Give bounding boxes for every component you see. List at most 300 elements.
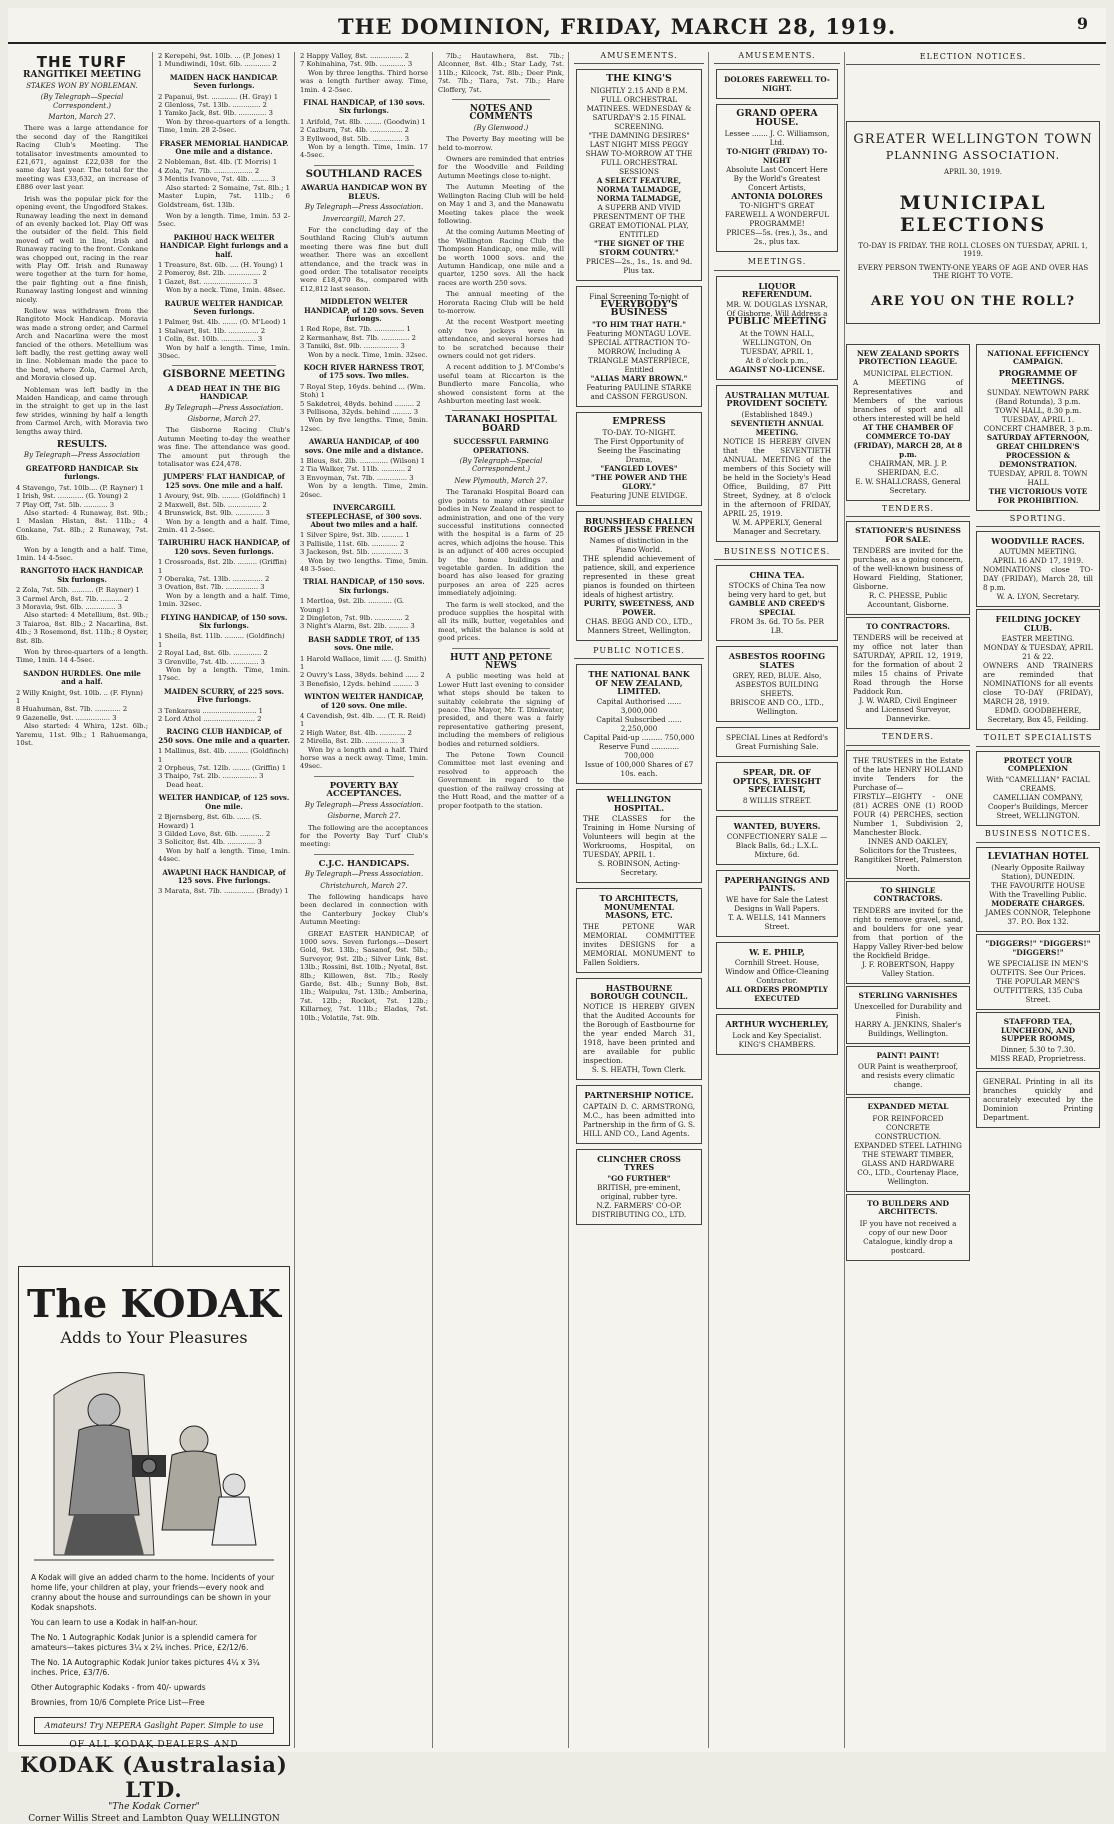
- ad-line: THE PETONE WAR MEMORIAL COMMITTEE invites DESIGNS for a MEMORIAL MONUMENT to Fallen Soldiers.: [583, 921, 695, 967]
- feilding-jockey-club-ad: [976, 609, 1100, 730]
- ad-line: "THE SIGNET OF THE STORM COUNTRY.": [594, 238, 684, 257]
- race-heading: RACING CLUB HANDICAP, of 250 sovs. One mile and a quarter.: [158, 727, 290, 745]
- acceptances-heading: POVERTY BAY ACCEPTANCES.: [326, 780, 402, 800]
- ad-line: S. ROBINSON, Acting-Secretary.: [597, 859, 681, 878]
- result-line: 2 Royal Lad, 8st. 6lb. ............. 2: [158, 649, 268, 658]
- right-to-vote-text: EVERY PERSON TWENTY-ONE YEARS OF AGE AND OVER HAS THE RIGHT TO VOTE.: [857, 264, 1089, 280]
- article-paragraph: The Autumn Meeting of the Wellington Racing Club will be held on May 1 and 3, and the Manawatu Meeting takes place the week following.: [438, 183, 564, 225]
- race-heading: JUMPERS' FLAT HANDICAP, of 125 sovs. One mile and a half.: [163, 472, 285, 490]
- ad-title: LEVIATHAN HOTEL: [987, 851, 1089, 862]
- result-line: 3 Jackeson, 9st. 5lb. .............. 3: [300, 548, 409, 557]
- result-note: Won by three lengths. Third horse was a length further away. Time, 1min. 4 2-5sec.: [300, 68, 428, 94]
- eastbourne-notice: [576, 978, 702, 1081]
- race-heading: RANGITOTO HACK HANDICAP. Six furlongs.: [20, 566, 144, 584]
- article-paragraph: 7lb.; Hautawhera, 8st. 7lb.; Alconner, 8st. 4lb.; Star Lady, 7st. 11lb.; Kilcock, 7st. 8lb.; Deer Pink, 7st. 7lb.; Tiara, 7st. 7lb.; Hare Cloffery, 7st.: [438, 52, 564, 94]
- result-note: Won by a length. Time, 1min. 17sec.: [158, 666, 290, 683]
- dolores-ad: [716, 69, 838, 99]
- public-notices-heading: PUBLIC NOTICES.: [574, 647, 704, 659]
- result-line: 3 Gilded Love, 8st. 6lb. ........... 2: [158, 829, 271, 838]
- ad-line: A MEETING of Representatives and Members of the various branches of sport and all others interested will be held: [853, 377, 963, 423]
- result-line: 2 Cazburn, 7st. 4lb. ............... 2: [300, 126, 409, 135]
- dateline: Gisborne, March 27.: [327, 812, 401, 821]
- race-heading: FINAL HANDICAP, of 130 sovs. Six furlongs.: [303, 98, 425, 116]
- elections-title: MUNICIPAL ELECTIONS: [899, 192, 1047, 236]
- ad-line: Absolute Last Concert Here By the World's Greatest Concert Artists,: [726, 165, 828, 193]
- camellian-ad: [976, 751, 1100, 827]
- result-note: Also started: 4 Runaway, 8st. 9lb.; 1 Maslan Histan, 8st. 11lb.; 4 Conkane, 7st. 8lb.; 2 Runaway, 7st. 6lb.: [16, 508, 148, 543]
- result-line: 3 Pellisona, 32yds. behind ......... 3: [300, 408, 419, 417]
- ad-title: LIQUOR REFERENDUM.: [741, 280, 813, 300]
- result-line: 5 Sakdetrei, 48yds. behind ......... 2: [300, 399, 421, 408]
- race-heading: RAURUE WELTER HANDICAP. Seven furlongs.: [164, 298, 284, 316]
- ad-line: PURITY, SWEETNESS, AND POWER.: [583, 598, 695, 617]
- ad-line: WE SPECIALISE IN MEN'S OUTFITS. See Our Prices.: [987, 959, 1089, 978]
- ad-title: FEILDING JOCKEY CLUB.: [995, 614, 1081, 633]
- kodak-dealers: OF ALL KODAK DEALERS AND: [69, 1740, 239, 1750]
- result-line: 1 Avoury, 9st. 9lb. ........ (Goldfinch) 1: [158, 492, 287, 501]
- ad-line: Lessee ....... J. C. Williamson, Ltd.: [724, 129, 830, 148]
- hospital-subheading: SUCCESSFUL FARMING OPERATIONS.: [453, 437, 549, 455]
- ad-line: E. W. SHALLCRASS, General Secretary.: [855, 476, 961, 495]
- ad-line: THE STEWART TIMBER, GLASS AND HARDWARE CO., LTD., Courtenay Place, Wellington.: [857, 1149, 959, 1186]
- ad-line: "TO HIM THAT HATH.": [591, 319, 686, 329]
- divider: [314, 776, 414, 777]
- ad-line: SATURDAY AFTERNOON, GREAT CHILDREN'S PROCESSION & DEMONSTRATION.: [986, 432, 1090, 469]
- shingle-tender: [846, 881, 970, 984]
- result-line: 3 Tenkarasu ......................... 1: [158, 706, 263, 715]
- result-line: 9 Gazenelle, 9st. ................ 3: [16, 713, 117, 722]
- result-line: 2 Kermanhaw, 8st. 7lb. ............. 2: [300, 333, 416, 342]
- result-line: 2 Lord Athol ........................ 2: [158, 715, 262, 724]
- sporting-heading: SPORTING.: [976, 515, 1100, 527]
- column-rule: [708, 52, 709, 1748]
- result-line: 3 Benefisio, 12yds. behind ......... 3: [300, 679, 419, 688]
- ad-line: A SUPERB AND VIVID PRESENTMENT OF THE GREAT EMOTIONAL PLAY, ENTITLED: [589, 202, 689, 239]
- divider: [172, 365, 276, 366]
- result-note: Won by three-quarters of a length. Time, 1min. 28 2-5sec.: [158, 117, 290, 135]
- builders-ad: [846, 1194, 970, 1261]
- gisborne-heading: GISBORNE MEETING: [162, 369, 286, 381]
- ad-line: ALL ORDERS PROMPTLY EXECUTED: [726, 985, 828, 1004]
- race-heading: TRIAL HANDICAP, of 150 sovs. Six furlongs.: [303, 577, 425, 595]
- result-line: 1 Mertloa, 9st. 2lb. ........... (G. Young) 1: [300, 597, 405, 614]
- result-line: 2 Willy Knight, 9st. 10lb. .. (F. Flynn) 1: [16, 688, 143, 706]
- ad-line: THE TRUSTEES in the Estate of the late HENRY HOLLAND invite Tenders for the Purchase of—: [853, 755, 963, 792]
- optics-ad: [716, 762, 838, 810]
- result-line: 1 Yamko Jack, 8st. 9lb. ............. 3: [158, 109, 273, 118]
- expanded-metal-ad: [846, 1097, 970, 1191]
- ad-line: ANTONIA DOLORES: [731, 191, 823, 202]
- article-paragraph: Owners are reminded that entries for the Woodville and Feilding Autumn Meetings close to-night.: [438, 155, 564, 180]
- ad-line: JAMES CONNOR, Telephone 37. P.O. Box 132.: [985, 908, 1091, 927]
- result-line: 1 Harold Wallace, limit ..... (J. Smith) 1: [300, 654, 427, 671]
- result-line: 1 Palmer, 9st. 4lb. ....... (O. M'Leod) 1: [158, 318, 287, 327]
- result-line: 7 Oberaka, 7st. 13lb. .............. 2: [158, 574, 270, 583]
- ad-line: MONDAY & TUESDAY, APRIL 21 & 22.: [983, 643, 1093, 662]
- ad-line: (Nearly Opposite Railway Station), DUNEDIN.: [991, 863, 1085, 882]
- divider: [452, 99, 550, 100]
- liquor-referendum-notice: [716, 276, 838, 380]
- everybodys-ad: [576, 286, 702, 407]
- ad-title: THE NATIONAL BANK OF NEW ZEALAND, LIMITED.: [588, 669, 690, 697]
- result-note: Won by a length and a half. Time, 1min. 14 4-5sec.: [16, 545, 148, 562]
- result-line: 3 Envoyman, 7st. 7lb. .............. 3: [300, 473, 414, 482]
- ad-line: "THE POWER AND THE GLORY.": [590, 473, 688, 492]
- article-paragraph: Irish was the popular pick for the opening event, the Ungodford Stakes. Runaway leading the next in demand of an evenly backed lot. Play Off was the outsider of the field. This field moved off well in line, Irish and Runaway racing to the front. Conkane was chopped out, racing in the rear with Play Off. Irish and Runaway were together at the turn for home, the pair fighting out a fine finish, Runaway lasting longest and winning nicely.: [16, 194, 148, 304]
- result-line: 3 Tamiki, 8st. 9lb. ................ 3: [300, 342, 405, 351]
- china-tea-ad: [716, 565, 838, 641]
- ad-line: TENDERS are invited for the purchase, as a going concern, of the well-known business of Howard Fielding, Stationer, Gisborne.: [853, 546, 963, 592]
- race-heading: KOCH RIVER HARNESS TROT, of 175 sovs. Two miles.: [303, 363, 425, 381]
- result-line: 1 Silver Spire, 9st. 3lb. .......... 1: [300, 531, 410, 540]
- gisborne-subheading: A DEAD HEAT IN THE BIG HANDICAP.: [167, 383, 281, 402]
- tenders-heading: TENDERS.: [846, 505, 970, 517]
- ad-line: TENDERS will be received at my office not later than SATURDAY, APRIL 12, 1919, for the formation of about 2 miles 15 chains of Private Road through the Horse Paddock Run.: [853, 633, 963, 697]
- ad-line: STOCKS of China Tea now being very hard to get, but: [728, 581, 826, 600]
- ad-line: AUTUMN MEETING.: [999, 547, 1077, 557]
- kodak-company: KODAK (Australasia) LTD.: [20, 1752, 288, 1802]
- result-line: 3 Thaipo, 7st. 2lb. ................ 3: [158, 772, 264, 781]
- result-line: 2 Glenloss, 7st. 13lb. ............. 2: [158, 101, 267, 110]
- ad-line: N.Z. FARMERS' CO-OP. DISTRIBUTING CO., LTD.: [591, 1200, 687, 1219]
- national-bank-notice: [576, 664, 702, 784]
- result-line: 7 Kohinahina, 7st. 9lb. ............ 3: [300, 60, 413, 69]
- opera-house-ad: [716, 104, 838, 252]
- result-note: Won by a length. Time, 1min. 53 2-5sec.: [158, 211, 290, 229]
- result-note: Won by a neck. Time, 1min. 48sec.: [166, 286, 286, 295]
- confectionery-ad: [716, 816, 838, 865]
- column-rule: [294, 52, 295, 1748]
- ad-line: LAST NIGHT MISS PEGGY SHAW TO-MORROW AT THE FULL ORCHESTRAL SESSIONS: [585, 139, 693, 176]
- result-line: 3 Solicitor, 8st. 4lb. ............. 3: [158, 838, 262, 847]
- masthead-title: THE DOMINION, FRIDAY, MARCH 28, 1919.: [338, 14, 897, 39]
- ad-line: "THE DAMNING DESIRES": [588, 130, 690, 140]
- result-line: 3 Carmel Arch, 8st. 7lb. .......... 2: [16, 594, 129, 603]
- ad-line: GAMBLE AND CREED'S SPECIAL: [729, 599, 825, 618]
- amusements-heading: AMUSEMENTS.: [714, 52, 840, 64]
- wycherley-ad: [716, 1014, 838, 1054]
- ad-line: TO-NIGHT'S GREAT FAREWELL A WONDERFUL PROGRAMME!: [725, 201, 829, 229]
- partnership-notice: [576, 1085, 702, 1143]
- result-line: 4 Brunswick, 8st. 9lb. ............. 3: [158, 509, 270, 518]
- ad-line: BRITISH, pre-eminent, original, rubber tyre.: [597, 1182, 681, 1201]
- ad-line: TUESDAY, APRIL 8. TOWN HALL: [988, 468, 1088, 487]
- divider: [452, 410, 550, 411]
- architects-notice: [576, 888, 702, 972]
- article-paragraph: The Poverty Bay meeting will be held to-morrow.: [438, 135, 564, 152]
- ad-line: W. M. APPERLY, General Manager and Secretary.: [732, 517, 822, 536]
- ad-line: WE have for Sale the Latest Designs in Wall Papers.: [725, 894, 829, 913]
- race-heading: AWARUA HANDICAP, of 400 sovs. One mile and a distance.: [304, 437, 424, 455]
- ad-line: "GO FURTHER": [607, 1173, 671, 1183]
- result-line: 2 Papanui, 9st. ............ (H. Gray) 1: [158, 92, 279, 101]
- results-column-3: [300, 52, 428, 1742]
- ad-line: Cornhill Street. House, Window and Office-Cleaning Contractor.: [725, 958, 829, 986]
- redford-sale-ad: [716, 727, 838, 757]
- result-line: 1 Mundiwindi, 10st. 6lb. ............ 2: [158, 60, 277, 69]
- ad-title: NEW ZEALAND SPORTS PROTECTION LEAGUE.: [856, 349, 960, 367]
- race-heading: FRASER MEMORIAL HANDICAP. One mile and a distance.: [159, 138, 289, 157]
- right-panel-right-column: [976, 342, 1100, 1672]
- article-paragraph: The following are the acceptances for the Poverty Bay Turf Club's meeting:: [300, 823, 428, 849]
- southland-subheading: AWARUA HANDICAP WON BY BLEUS.: [301, 183, 427, 201]
- result-note: Won by three-quarters of a length. Time, 1min. 14 4-5sec.: [16, 648, 148, 665]
- kodak-body-text: You can learn to use a Kodak in half-an-hour.: [31, 1618, 198, 1627]
- result-line: 2 Orpheus, 7st. 12lb. ........ (Griffin) 1: [158, 764, 287, 773]
- result-line: 1 Colin, 8st. 10lb. ................ 3: [158, 335, 263, 344]
- ad-line: NIGHTLY 2.15 AND 8 P.M. FULL ORCHESTRAL MATINEES. WEDNESDAY & SATURDAY'S 2.15 FINAL SCREENING.: [586, 85, 692, 131]
- result-note: Won by two lengths. Time, 5min. 48 3-5sec.: [300, 556, 428, 573]
- ad-line: BRISCOE AND CO., LTD., Wellington.: [730, 698, 824, 717]
- ad-line: SEVENTIETH ANNUAL MEETING.: [730, 418, 824, 437]
- municipal-elections-banner: [846, 121, 1100, 324]
- ad-line: AGAINST NO-LICENSE.: [729, 364, 825, 374]
- race-heading: MAIDEN SCURRY, of 225 sovs. Five furlongs.: [163, 686, 285, 705]
- ad-line: THE CLASSES for the Training in Home Nursing of Volunteers will begin at the Workrooms, Hospital, on TUESDAY, APRIL 1.: [583, 814, 695, 860]
- right-panel-left-column: [846, 342, 970, 1672]
- dateline: Christchurch, March 27.: [320, 881, 408, 890]
- ad-line: 8 WILLIS STREET.: [742, 795, 812, 805]
- hospital-notice: [576, 789, 702, 883]
- ad-line: NOMINATIONS close TO-DAY (FRIDAY), March 28, till 8 p.m.: [983, 565, 1093, 593]
- ad-title: BRUNSHEAD CHALLEN ROGERS JESSE FRENCH: [583, 516, 695, 535]
- byline: By Telegraph—Press Association.: [304, 870, 424, 879]
- ad-line: Lock and Key Specialist.: [732, 1030, 822, 1040]
- result-line: 2 Nobleman, 8st. 4lb. (T. Morris) 1: [158, 158, 278, 167]
- tenders-heading: TENDERS.: [846, 733, 970, 745]
- ad-line: HARRY A. JENKINS, Shaler's Buildings, Wellington.: [854, 1020, 962, 1039]
- kodak-title: The KODAK: [27, 1281, 281, 1326]
- ad-title: EMPRESS: [612, 415, 666, 427]
- ad-title: THE KING'S: [606, 73, 672, 85]
- ad-line: R. C. PHESSE, Public Accountant, Gisborne.: [867, 591, 949, 610]
- result-note: Won by half a length. Time, 1min. 44sec.: [158, 846, 290, 864]
- amp-society-notice: [716, 385, 838, 542]
- ad-title: PARTNERSHIP NOTICE.: [584, 1090, 694, 1101]
- asbestos-ad: [716, 646, 838, 722]
- kodak-corner: "The Kodak Corner": [108, 1802, 200, 1812]
- result-line: 1 Stalwart, 8st. 1lb. .............. 2: [158, 326, 266, 335]
- philp-ad: [716, 942, 838, 1009]
- column-rule: [844, 52, 845, 1748]
- ad-line: The First Opportunity of Seeing the Fascinating Drama,: [594, 437, 684, 465]
- ad-line: THE splendid achievement of patience, skill, and experience represented in these great pianos is founded on thirteen ideals of highest artistry.: [583, 553, 695, 599]
- ad-line: CONFECTIONERY SALE — Black Balls, 6d.; L.X.L. Mixture, 6d.: [726, 831, 828, 859]
- result-line: 3 Mentis Ivanove, 7st. 4lb. ........ 3: [158, 175, 276, 184]
- result-line: 2 Bjernsberg, 8st. 6lb. ...... (S. Howard) 1: [158, 813, 262, 830]
- ad-line: At the TOWN HALL, WELLINGTON, On TUESDAY, APRIL 1,: [739, 328, 815, 356]
- results-column-2: [158, 52, 290, 1742]
- ad-line: FIRSTLY—EIGHTY - ONE (81) ACRES ONE (1) ROOD FOUR (4) PERCHES, section Number 1, Subdivision 2, Manchester Block.: [853, 791, 963, 837]
- toilet-specialists-heading: TOILET SPECIALISTS: [976, 734, 1100, 746]
- article-paragraph: For the concluding day of the Southland Racing Club's autumn meeting there was fine but dull weather. There was an excellent attendance, and the track was in good order. The totalisator receipts were £18,470 8s., compared with £12,812 last season.: [300, 225, 428, 293]
- ad-line: CAMELLIAN COMPANY, Cooper's Buildings, Mercer Street, WELLINGTON.: [987, 793, 1089, 821]
- article-paragraph: There was a large attendance for the second day of the Rangitikei Racing Club's Meeting. The totalisator investments amounted to £21,671, against £22,038 for the same day last year. The total for the meeting was £33,632, an increase of £886 over last year.: [16, 124, 148, 192]
- result-line: 1 Sheila, 8st. 11lb. ......... (Goldfinch) 1: [158, 632, 285, 649]
- ad-title: ASBESTOS ROOFING SLATES: [728, 651, 826, 670]
- ad-title: NATIONAL EFFICIENCY CAMPAIGN.: [987, 349, 1089, 367]
- ad-line: FOR REINFORCED CONCRETE CONSTRUCTION. EXPANDED STEEL LATHING: [854, 1113, 962, 1150]
- ad-title: ARTHUR WYCHERLEY,: [725, 1019, 829, 1030]
- result-line: 1 Gazet, 8st. ...................... 3: [158, 277, 258, 286]
- election-notices-panel: [846, 52, 1100, 1748]
- ad-line: Capital Paid-up ......... 750,000: [583, 733, 695, 743]
- byline: (By Telegraph—Special Correspondent.): [459, 457, 543, 474]
- results-heading: RESULTS.: [56, 440, 108, 451]
- article-paragraph: At the recent Westport meeting only two jockeys were in attendance, and several horses had to be scratched because their owners could not get riders.: [438, 318, 564, 360]
- association-name: GREATER WELLINGTON TOWN: [853, 132, 1093, 147]
- nepera-paper-box: Amateurs! Try NEPERA Gaslight Paper. Simple to use: [34, 1717, 275, 1734]
- ad-line: GREY, RED, BLUE. Also, ASBESTOS BUILDING SHEETS.: [732, 671, 822, 699]
- ad-title: AUSTRALIAN MUTUAL PROVIDENT SOCIETY.: [725, 389, 829, 409]
- kodak-body-text: The No. 1 Autographic Kodak Junior is a splendid camera for amateurs—takes pictures 3¼ x 2¼ inches. Price, £2/12/6.: [31, 1633, 257, 1652]
- race-heading: BASH SADDLE TROT, of 135 sovs. One mile.: [308, 634, 420, 653]
- ad-line: AT THE CHAMBER OF COMMERCE TO-DAY (FRIDAY), MARCH 28, At 8 p.m.: [853, 422, 963, 459]
- election-notices-heading: ELECTION NOTICES.: [846, 52, 1100, 65]
- result-line: 7 Royal Step, 16yds. behind ... (Wm. Stoh) 1: [300, 382, 426, 400]
- race-heading: MAIDEN HACK HANDICAP. Seven furlongs.: [169, 72, 279, 91]
- ad-line: SPECIAL ATTRACTION TO-MORROW, Including A TRIANGLE MASTERPIECE, Entitled: [588, 337, 690, 374]
- amusements-heading: AMUSEMENTS.: [574, 52, 704, 64]
- race-heading: INVERCARGILL STEEPLECHASE, of 300 sovs. About two miles and a half.: [306, 503, 422, 529]
- ad-line: Reserve Fund ............ 700,000: [598, 742, 680, 761]
- race-heading: AWAPUNI HACK HANDICAP, of 125 sovs. Five furlongs.: [162, 867, 286, 885]
- column-rule: [568, 52, 569, 1748]
- diggers-outfitters-ad: [976, 934, 1100, 1010]
- byline: By Telegraph—Press Association.: [304, 203, 424, 212]
- result-note: Also started: 2 Somaine, 7st. 8lb.; 1 Master Lupin, 7st. 11lb.; 6 Goldstream, 6st. 13lb.: [158, 183, 290, 209]
- result-note: Won by a length. Time, 1min. 17 4-5sec.: [300, 143, 428, 160]
- ad-line: "ALIAS MARY BROWN.": [590, 373, 688, 383]
- ad-line: NOTICE IS HEREBY GIVEN that the SEVENTIETH ANNUAL MEETING of the members of this Society will be held in the Society's Head Office, Building, 87 Pitt Street, Sydney, at 8 o'clock in the afternoon of FRIDAY, APRIL 25, 1919.: [723, 436, 831, 518]
- ad-line: SUNDAY. NEWTOWN PARK (Band Rotunda), 3 p.m.: [986, 387, 1090, 406]
- cjc-heading: C.J.C. HANDICAPS.: [318, 858, 410, 869]
- are-you-on-roll: ARE YOU ON THE ROLL?: [871, 294, 1075, 309]
- byline: By Telegraph—Press Association.: [304, 800, 424, 809]
- article-paragraph: The Taranaki Hospital Board can give points to many other similar bodies in New Zealand in respect to administration, and one of the very successful institutions connected with the hospital is a farm of 25 acres, which adjoins the house. This is an adjunct of 400 acres occupied by the home buildings and vegetable garden. In addition the board has also leased for grazing purposes an area of 225 acres immediately adjoining.: [438, 488, 564, 598]
- result-line: 4 Cavendish, 9st. 4lb. .... (T. R. Reid) 1: [300, 712, 426, 729]
- dateline: Gisborne, March 27.: [187, 415, 261, 424]
- holland-estate-tender: [846, 750, 970, 879]
- kodak-body-text: A Kodak will give an added charm to the home. Incidents of your home life, your children at play, your friends—every nook and cranny about the house and surroundings can be shown in your Kodak snapshots.: [31, 1573, 275, 1612]
- varnishes-ad: [846, 986, 970, 1044]
- ad-line: MR. W. DOUGLAS LYSNAR, Of Gisborne, Will Address a: [726, 300, 828, 319]
- article-paragraph: At the coming Autumn Meeting of the Wellington Racing Club the Thompson Handicap, one mile, will be worth 1000 sovs. and the Autumn Handicap, one mile and a quarter, 1250 sovs. All the hack races are worth 250 sovs.: [438, 228, 564, 287]
- result-line: 1 Irish, 9st. ............ (G. Young) 2: [16, 492, 129, 501]
- association-name-2: PLANNING ASSOCIATION.: [885, 149, 1061, 162]
- ad-line: "FANGLED LOVES": [600, 464, 678, 474]
- ad-line: INNES AND OAKLEY, Solicitors for the Trustees, Rangitikei Street, Palmerston North.: [853, 836, 963, 873]
- result-note: Won by half a length. Time, 1min. 30sec.: [158, 343, 290, 360]
- result-line: 8 Huahuman, 8st. 7lb. ............ 2: [16, 705, 128, 714]
- ad-line: W. A. LYON, Secretary.: [996, 592, 1080, 602]
- leviathan-hotel-ad: [976, 847, 1100, 932]
- result-line: 2 Kerepehi, 9st. 10lb. ... (P. Jones) 1: [158, 52, 281, 60]
- ad-line: TENDERS are invited for the right to remove gravel, sand, and boulders for one year from that portion of the Happy Valley River-bed below the Rockfield Bridge.: [853, 905, 963, 960]
- ad-title: STERLING VARNISHES: [858, 990, 958, 1000]
- ad-line: Featuring JUNE ELVIDGE.: [590, 491, 688, 501]
- piano-ad: [576, 511, 702, 641]
- stafford-tea-rooms-ad: [976, 1012, 1100, 1069]
- result-line: 2 Happy Valley, 8st. ............... 2: [300, 52, 409, 60]
- ad-title: PAPERHANGINGS AND PAINTS.: [724, 874, 830, 894]
- southland-heading: SOUTHLAND RACES: [305, 168, 423, 180]
- ad-line: CAPTAIN D. C. ARMSTRONG, M.C., has been admitted into Partnership in the firm of G. S. HILL AND CO., Land Agents.: [583, 1101, 695, 1138]
- ad-line: SPECIAL Lines at Redford's Great Furnishing Sale.: [726, 733, 828, 752]
- ad-line: MISS READ, Proprietress.: [990, 1054, 1086, 1064]
- kodak-subtitle: Adds to Your Pleasures: [60, 1328, 248, 1347]
- ad-line: Issue of 100,000 Shares of £7 10s. each.: [584, 760, 694, 779]
- clincher-tyres-ad: [576, 1149, 702, 1225]
- result-note: Also started: 4 Whira, 12st. 6lb.; Yaremu, 11st. 9lb.; 1 Rahuemanga, 10st.: [16, 722, 148, 748]
- article-paragraph: The Gisborne Racing Club's Autumn Meeting to-day the weather was fine. The attendance was good. The amount put through the totalisator was £24,478.: [158, 426, 290, 469]
- column-rule: [432, 52, 433, 1748]
- ad-line: THE VICTORIOUS VOTE FOR PROHIBITION.: [988, 486, 1088, 505]
- result-line: 1 Arifold, 7st. 8lb. ........ (Goodwin) 1: [300, 117, 426, 126]
- kodak-body-text: The No. 1A Autographic Kodak Junior takes pictures 4¼ x 3¼ inches. Price, £3/7/6.: [31, 1658, 260, 1677]
- turf-column: [16, 52, 148, 1258]
- kodak-address: Corner Willis Street and Lambton Quay WELLINGTON: [28, 1814, 280, 1824]
- result-line: 1 Bleus, 8st. 2lb. ............. (Wilson) 1: [300, 457, 426, 466]
- efficiency-campaign-notice: [976, 344, 1100, 511]
- article-paragraph: The following handicaps have been declared in connection with the Canterbury Jockey Club's Autumn Meeting:: [300, 892, 428, 927]
- ad-title: STAFFORD TEA, LUNCHEON, AND SUPPER ROOMS,: [1000, 1017, 1076, 1043]
- ad-title: TO ARCHITECTS, MONUMENTAL MASONS, ETC.: [599, 893, 679, 921]
- newspaper-page: [8, 8, 1106, 1824]
- ad-title: TO SHINGLE CONTRACTORS.: [873, 885, 943, 904]
- divider: [314, 165, 414, 166]
- stationer-tender: [846, 521, 970, 615]
- result-note: Won by a neck. Time, 1min. 32sec.: [308, 350, 428, 359]
- divider: [452, 648, 550, 649]
- meetings-heading: MEETINGS.: [714, 258, 840, 270]
- ad-title: WANTED, BUYERS.: [733, 820, 821, 831]
- ad-line: MODERATE CHARGES.: [991, 899, 1085, 909]
- ad-line: DOLORES FAREWELL TO-NIGHT.: [724, 75, 830, 94]
- byline: By Telegraph—Press Association: [23, 451, 141, 460]
- ad-line: J. F. ROBERTSON, Happy Valley Station.: [861, 959, 955, 978]
- ad-title: STATIONER'S BUSINESS FOR SALE.: [855, 526, 961, 544]
- sports-league-notice: [846, 344, 970, 501]
- article-paragraph: The Petone Town Council Committee met last evening and resolved to approach the Government in regard to the question of the railway crossing at the Hutt Road, and the matter of a proper footpath to the station.: [438, 751, 564, 810]
- ad-title: TO BUILDERS AND ARCHITECTS.: [866, 1198, 950, 1217]
- result-line: 3 Pallisile, 11st. 6lb. ............ 2: [300, 539, 405, 548]
- ad-line: Featuring MONTAGU LOVE.: [586, 328, 692, 338]
- ad-line: FROM 3s. 6d. TO 5s. PER LB.: [730, 617, 824, 636]
- meetings-column: [714, 52, 840, 1742]
- empress-ad: [576, 412, 702, 506]
- masthead: [8, 8, 1106, 44]
- hospital-heading: TARANAKI HOSPITAL BOARD: [445, 415, 557, 434]
- notes-column: [438, 52, 564, 1742]
- ad-line: APRIL 16 AND 17, 1919.: [992, 556, 1084, 566]
- ad-line: Featuring PAULINE STARKE and CASSON FERGUSON.: [586, 382, 692, 401]
- ad-line: Final Screening To-night of: [589, 291, 689, 301]
- ad-line: Names of distinction in the Piano World.: [589, 535, 689, 554]
- article-paragraph: Rollew was withdrawn from the Rangitoto Mock Handicap. Moravia was made a strong order, and Carmel Arch and Nacarlina were the most fancied of the others. Metellium was left badly, the rest getting away well in line. Nobleman made the pace to the bend, where Zola, Carmel Arch, and Moravia closed up.: [16, 306, 148, 383]
- result-note: Won by a length and a half. Time, 1min. 32sec.: [158, 591, 290, 609]
- ad-title: HASTBOURNE BOROUGH COUNCIL.: [590, 982, 688, 1001]
- ad-line: CHAS. BEGG AND CO., LTD., Manners Street, Wellington.: [585, 616, 693, 635]
- ad-line: Unexcelled for Durability and Finish.: [853, 1002, 963, 1021]
- ad-title: GRAND OPERA HOUSE.: [736, 108, 818, 128]
- kodak-body-text: Brownies, from 10/6 Complete Price List—Free: [31, 1698, 205, 1707]
- ad-line: TO-DAY. TO-NIGHT.: [602, 428, 676, 438]
- ad-line: EDMD. GOODBEHERE, Secretary, Box 45, Feilding.: [987, 706, 1089, 725]
- race-heading: GREATFORD HANDICAP. Six furlongs.: [25, 463, 139, 482]
- result-line: 2 Zola, 7st. 5lb. .......... (P. Rayner) 1: [16, 586, 140, 595]
- article-paragraph: A public meeting was held at Lower Hutt last evening to consider what steps should be taken to suitably celebrate the signing of peace. The Mayor, Mr. T. Dinkwater, presided, and there was a fairly representative gathering present, including the members of religious bodies and returned soldiers.: [438, 672, 564, 748]
